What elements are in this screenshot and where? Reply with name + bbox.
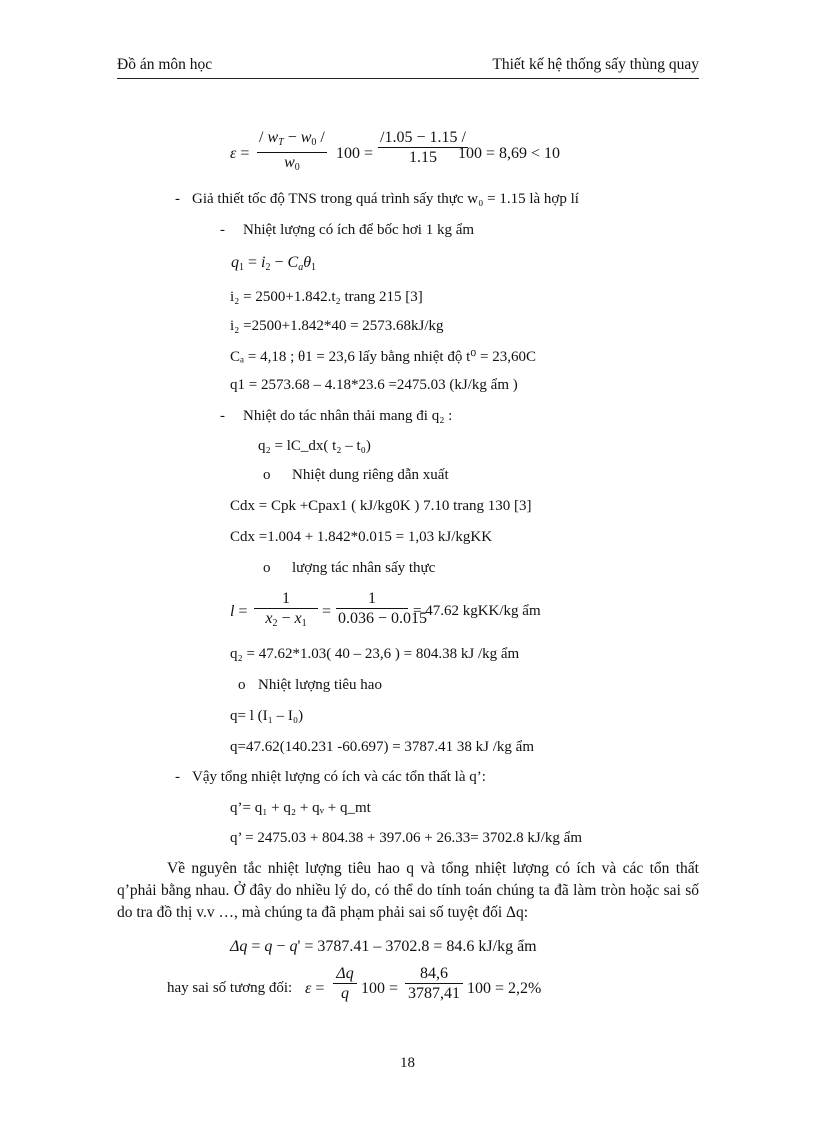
formula-delta-q: Δq = q − q' = 3787.41 – 3702.8 = 84.6 kJ/kg ẩm bbox=[230, 938, 537, 955]
line-q-formula: q= l (I₁ – I₀) bbox=[230, 708, 304, 724]
line-qprime-formula: q’= q₁ + q₂ + qᵥ + q_mt bbox=[230, 800, 371, 816]
formula-q1: $q_1 = i_2 - C_a\theta_1$ bbox=[231, 254, 317, 273]
line-q-value: q=47.62(140.231 -60.697) = 3787.41 38 kJ /kg ẩm bbox=[230, 739, 534, 755]
line-cdx-formula: Cdx = Cpk +Cpax1 ( kJ/kg0K ) 7.10 trang 130 [3] bbox=[230, 498, 532, 514]
line-i2-formula: i₂ = 2500+1.842.t₂ trang 215 [3] bbox=[230, 289, 423, 305]
line-consumed-heat: Nhiệt lượng tiêu hao bbox=[258, 677, 382, 693]
line-exhaust: Nhiệt do tác nhân thải mang đi q₂ : bbox=[243, 408, 453, 424]
paragraph-discussion: Về nguyên tắc nhiệt lượng tiêu hao q và tổng nhiệt lượng có ích và các tổn thất q’phải bằng nhau. Ở đây do nhiều lý do, có thể do tính toán chúng ta đã làm tròn hoặc sai số do tra đồ thị v.v …, mà chúng ta đã phạm phải sai số tuyệt đối Δq: bbox=[117, 860, 699, 921]
delta-q-result: = 3787.41 – 3702.8 = 84.6 kJ/kg ẩm bbox=[304, 938, 537, 955]
line-qprime-value: q’ = 2475.03 + 804.38 + 397.06 + 26.33= 3702.8 kJ/kg ẩm bbox=[230, 830, 583, 846]
line-relative-error: hay sai số tương đối: bbox=[167, 980, 293, 996]
line-cdx-value: Cdx =1.004 + 1.842*0.015 = 1,03 kJ/kgKK bbox=[230, 529, 493, 545]
header-left: Đồ án môn học bbox=[117, 56, 213, 73]
circle-bullet: o bbox=[263, 560, 271, 576]
page-number: 18 bbox=[400, 1055, 415, 1071]
circle-bullet: o bbox=[263, 467, 271, 483]
dash-bullet: - bbox=[220, 222, 225, 238]
dash-bullet: - bbox=[220, 408, 225, 424]
line-assume: Giả thiết tốc độ TNS trong quá trình sấy thực w₀ = 1.15 là hợp lí bbox=[192, 191, 579, 207]
circle-bullet: o bbox=[238, 677, 246, 693]
header-rule bbox=[117, 78, 699, 79]
line-q1: q1 = 2573.68 – 4.18*23.6 =2475.03 (kJ/kg ẩm ) bbox=[230, 377, 518, 393]
line-actual-agent: lượng tác nhân sấy thực bbox=[292, 560, 436, 576]
l-result: = 47.62 kgKK/kg ẩm bbox=[413, 603, 541, 619]
rel-result: 100 = 2,2% bbox=[467, 980, 542, 997]
line-ca: Cₐ = 4,18 ; θ1 = 23,6 lấy bằng nhiệt độ t⁰ = 23,60C bbox=[230, 349, 536, 365]
dash-bullet: - bbox=[175, 769, 180, 785]
line-q2-formula: q₂ = lC_dx( t₂ – t₀) bbox=[258, 438, 371, 454]
dash-bullet: - bbox=[175, 191, 180, 207]
line-useful-heat: Nhiệt lượng có ích để bốc hơi 1 kg ẩm bbox=[243, 222, 475, 238]
header-right: Thiết kế hệ thống sấy thùng quay bbox=[492, 56, 699, 73]
line-total: Vậy tổng nhiệt lượng có ích và các tổn thất là q’: bbox=[192, 769, 486, 785]
line-specific-heat: Nhiệt dung riêng dẫn xuất bbox=[292, 467, 449, 483]
line-q2-value: q₂ = 47.62*1.03( 40 – 23,6 ) = 804.38 kJ /kg ẩm bbox=[230, 646, 520, 662]
line-i2-value: i₂ =2500+1.842*40 = 2573.68kJ/kg bbox=[230, 318, 444, 334]
